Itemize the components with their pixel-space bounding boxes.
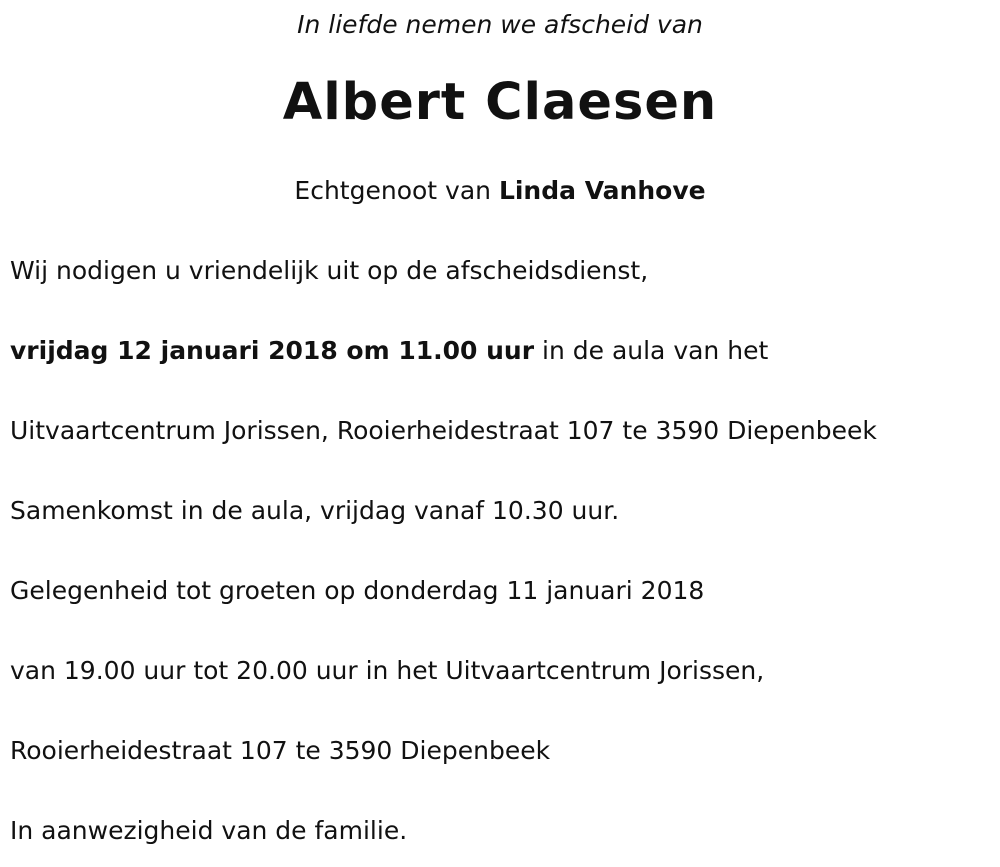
deceased-name: Albert Claesen [282, 73, 718, 132]
service-line [10, 334, 990, 368]
visitation-date: Gelegenheid tot groeten op donderdag 11 januari 2018 [10, 576, 705, 605]
spouse-line [0, 174, 1000, 208]
visitation-address: Rooierheidestraat 107 te 3590 Diepenbeek [10, 736, 551, 765]
gathering-line: Samenkomst in de aula, vrijdag vanaf 10.30 uur. [10, 496, 620, 525]
visitation-time: van 19.00 uur tot 20.00 uur in het Uitvaartcentrum Jorissen, [10, 656, 765, 685]
family-note: In aanwezigheid van de familie. [10, 816, 408, 845]
service-address: Uitvaartcentrum Jorissen, Rooierheidestraat 107 te 3590 Diepenbeek [10, 416, 877, 445]
intro-line: In liefde nemen we afscheid van [297, 10, 703, 39]
service-datetime: vrijdag 12 januari 2018 om 11.00 uur [10, 336, 535, 365]
spouse-prefix: Echtgenoot van [294, 176, 499, 205]
spouse-name: Linda Vanhove [498, 176, 706, 205]
service-location-suffix: in de aula van het [534, 336, 769, 365]
invitation-line: Wij nodigen u vriendelijk uit op de afscheidsdienst, [10, 256, 649, 285]
